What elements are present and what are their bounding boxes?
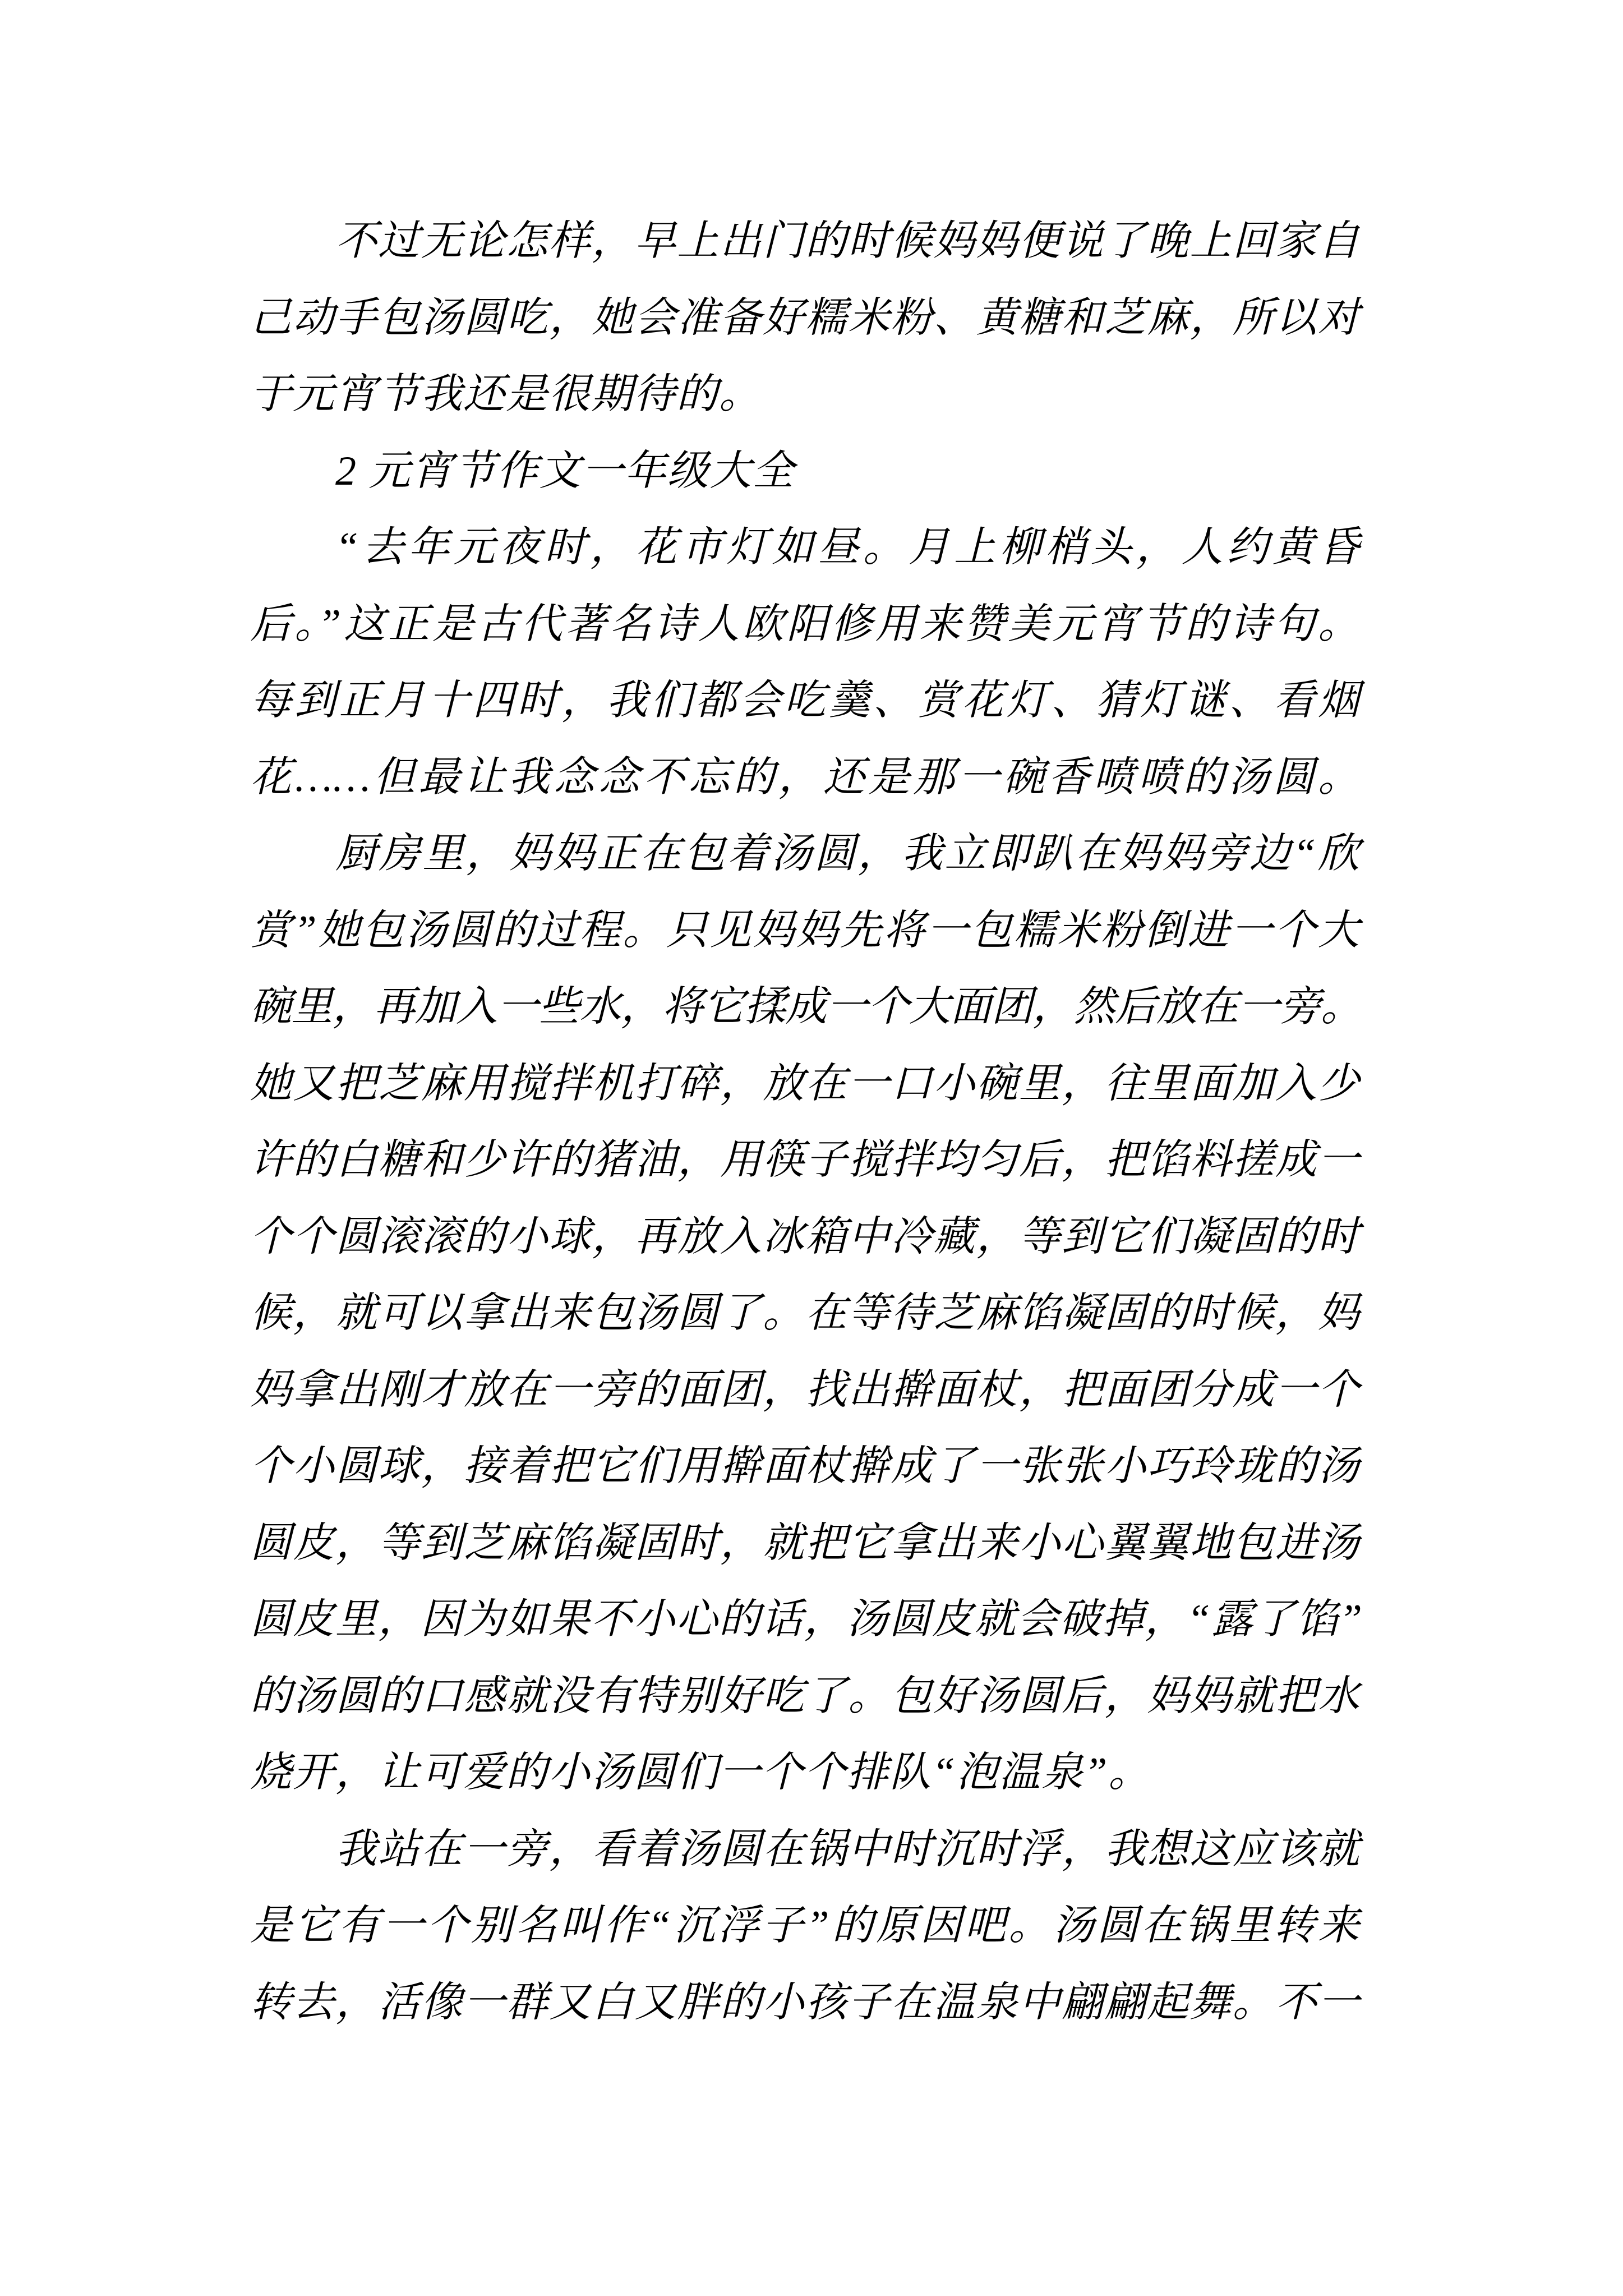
text-line: 不过无论怎样，早上出门的时候妈妈便说了晚上回家自 <box>335 218 1361 264</box>
text-line: 个小圆球，接着把它们用擀面杖擀成了一张张小巧玲珑的汤 <box>250 1443 1361 1489</box>
text-line: 圆皮里，因为如果不小心的话，汤圆皮就会破掉，“露了馅” <box>250 1596 1361 1642</box>
essay-text-block <box>250 203 1361 2041</box>
text-line: 妈拿出刚才放在一旁的面团，找出擀面杖，把面团分成一个 <box>250 1366 1361 1413</box>
section-heading-line: 2 元宵节作文一年级大全 <box>335 448 795 494</box>
text-line: 花……但最让我念念不忘的，还是那一碗香喷喷的汤圆。 <box>250 754 1361 800</box>
text-line: 烧开，让可爱的小汤圆们一个个排队“泡温泉”。 <box>250 1750 1151 1796</box>
text-line: 圆皮，等到芝麻馅凝固时，就把它拿出来小心翼翼地包进汤 <box>250 1520 1361 1566</box>
text-line: 赏”她包汤圆的过程。只见妈妈先将一包糯米粉倒进一个大 <box>250 907 1361 954</box>
text-line: “去年元夜时，花市灯如昼。月上柳梢头，人约黄昏 <box>335 524 1361 570</box>
text-line: 每到正月十四时，我们都会吃羹、赏花灯、猜灯谜、看烟 <box>250 678 1361 724</box>
text-line: 我站在一旁，看着汤圆在锅中时沉时浮，我想这应该就 <box>335 1826 1361 1872</box>
text-line: 的汤圆的口感就没有特别好吃了。包好汤圆后，妈妈就把水 <box>250 1673 1361 1719</box>
text-line: 厨房里，妈妈正在包着汤圆，我立即趴在妈妈旁边“欣 <box>335 831 1361 877</box>
text-line: 碗里，再加入一些水，将它揉成一个大面团，然后放在一旁。 <box>250 984 1361 1030</box>
text-line: 许的白糖和少许的猪油，用筷子搅拌均匀后，把馅料搓成一 <box>250 1137 1361 1183</box>
text-line: 转去，活像一群又白又胖的小孩子在温泉中翩翩起舞。不一 <box>250 1979 1361 2026</box>
text-line: 候，就可以拿出来包汤圆了。在等待芝麻馅凝固的时候，妈 <box>250 1290 1361 1336</box>
text-line: 己动手包汤圆吃，她会准备好糯米粉、黄糖和芝麻，所以对 <box>250 295 1361 341</box>
text-line: 她又把芝麻用搅拌机打碎，放在一口小碗里，往里面加入少 <box>250 1060 1361 1107</box>
text-line: 个个圆滚滚的小球，再放入冰箱中冷藏，等到它们凝固的时 <box>250 1213 1361 1260</box>
text-line: 于元宵节我还是很期待的。 <box>250 371 762 417</box>
text-line: 后。”这正是古代著名诗人欧阳修用来赞美元宵节的诗句。 <box>250 601 1361 647</box>
text-line: 是它有一个别名叫作“沉浮子”的原因吧。汤圆在锅里转来 <box>250 1903 1361 1949</box>
